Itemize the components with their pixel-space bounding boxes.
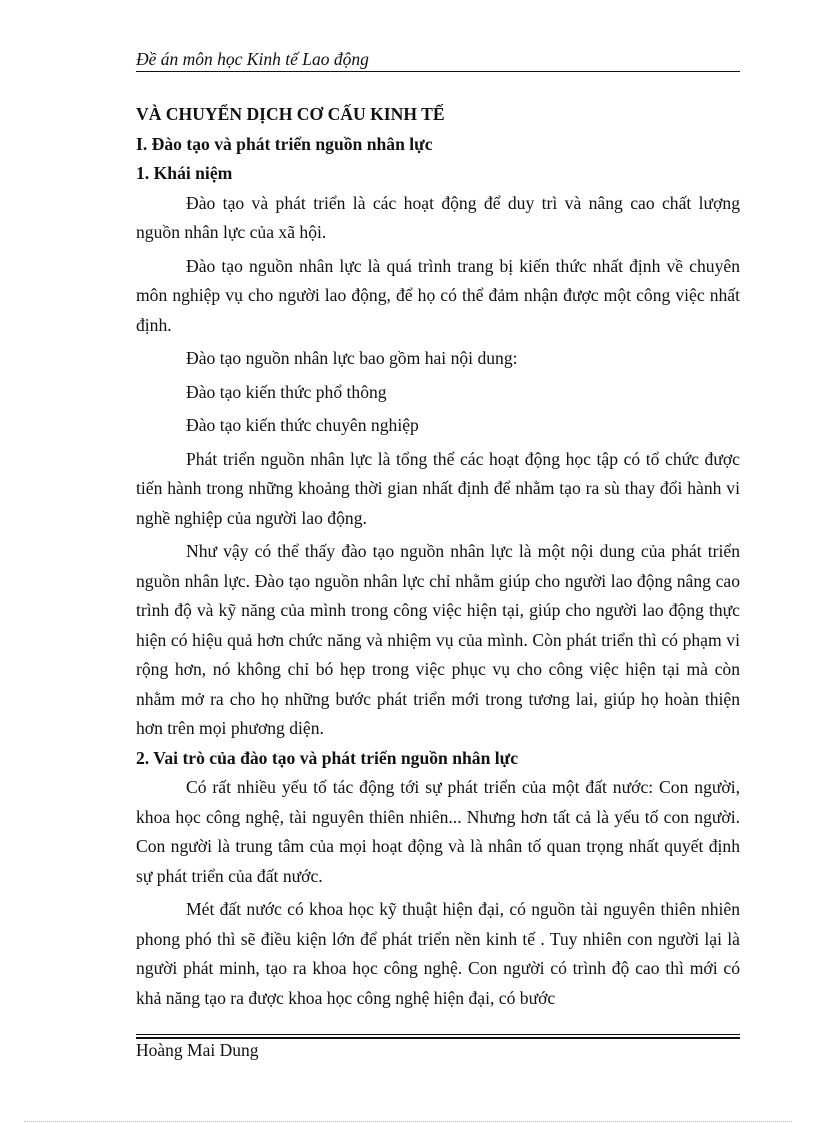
running-header-title: Đề án môn học Kinh tế Lao động bbox=[136, 49, 369, 69]
paragraph-5: Như vậy có thể thấy đào tạo nguồn nhân lực là một nội dung của phát triển nguồn nhân lực. Đào tạo nguồn nhân lực chỉ nhằm giúp cho người lao động nâng cao trình độ và kỹ năng của mình trong công việc hiện tại, giúp cho người lao động thực hiện có hiệu quả hơn chức năng và nhiệm vụ của mình. Còn phát triển thì có phạm vi rộng hơn, nó không chỉ bó hẹp trong việc phục vụ cho công việc hiện tại mà còn nhằm mở ra cho họ những bước phát triển mới trong tương lai, giúp họ hoàn thiện hơn trên mọi phương diện. bbox=[136, 541, 740, 738]
paragraph-3: Đào tạo nguồn nhân lực bao gồm hai nội dung: bbox=[186, 348, 518, 368]
page-content bbox=[136, 100, 740, 1013]
footer-divider-thin bbox=[136, 1034, 740, 1035]
paragraph-6: Có rất nhiều yếu tố tác động tới sự phát triển của một đất nước: Con người, khoa học công nghệ, tài nguyên thiên nhiên... Nhưng hơn tất cả là yếu tố con người. Con người là trung tâm của mọi hoạt động và là nhân tố quan trọng nhất quyết định sự phát triển của đất nước. bbox=[136, 777, 740, 886]
paragraph-1: Đào tạo và phát triển là các hoạt động để duy trì và nâng cao chất lượng nguồn nhân lực của xã hội. bbox=[136, 192, 740, 242]
page-bottom-edge bbox=[24, 1121, 792, 1122]
header-divider bbox=[136, 71, 740, 72]
document-title: VÀ CHUYỂN DỊCH CƠ CẤU KINH TẾ bbox=[136, 104, 445, 124]
section-heading: I. Đào tạo và phát triển nguồn nhân lực bbox=[136, 133, 433, 154]
paragraph-4: Phát triển nguồn nhân lực là tổng thể các hoạt động học tập có tổ chức được tiến hành trong những khoảng thời gian nhất định để nhằm tạo ra sù thay đổi hành vi nghề nghiệp của người lao động. bbox=[136, 448, 740, 528]
footer-divider-thick bbox=[136, 1037, 740, 1039]
list-item-2: Đào tạo kiến thức chuyên nghiệp bbox=[186, 415, 419, 435]
subsection-heading-2: 2. Vai trò của đào tạo và phát triển nguồn nhân lực bbox=[136, 747, 519, 768]
paragraph-2: Đào tạo nguồn nhân lực là quá trình trang bị kiến thức nhất định về chuyên môn nghiệp vụ cho người lao động, để họ có thể đảm nhận được một công việc nhất định. bbox=[136, 255, 740, 335]
footer-author: Hoàng Mai Dung bbox=[136, 1040, 259, 1060]
list-item-1: Đào tạo kiến thức phổ thông bbox=[186, 381, 387, 402]
subsection-heading-1: 1. Khái niệm bbox=[136, 163, 233, 183]
paragraph-7: Mét đất nước có khoa học kỹ thuật hiện đại, có nguồn tài nguyên thiên nhiên phong phó thì sẽ điều kiện lớn để phát triển nền kinh tế . Tuy nhiên con người lại là người phát minh, tạo ra khoa học công nghệ. Con người có trình độ cao thì mới có khả năng tạo ra được khoa học công nghệ hiện đại, có bước bbox=[136, 899, 740, 1008]
